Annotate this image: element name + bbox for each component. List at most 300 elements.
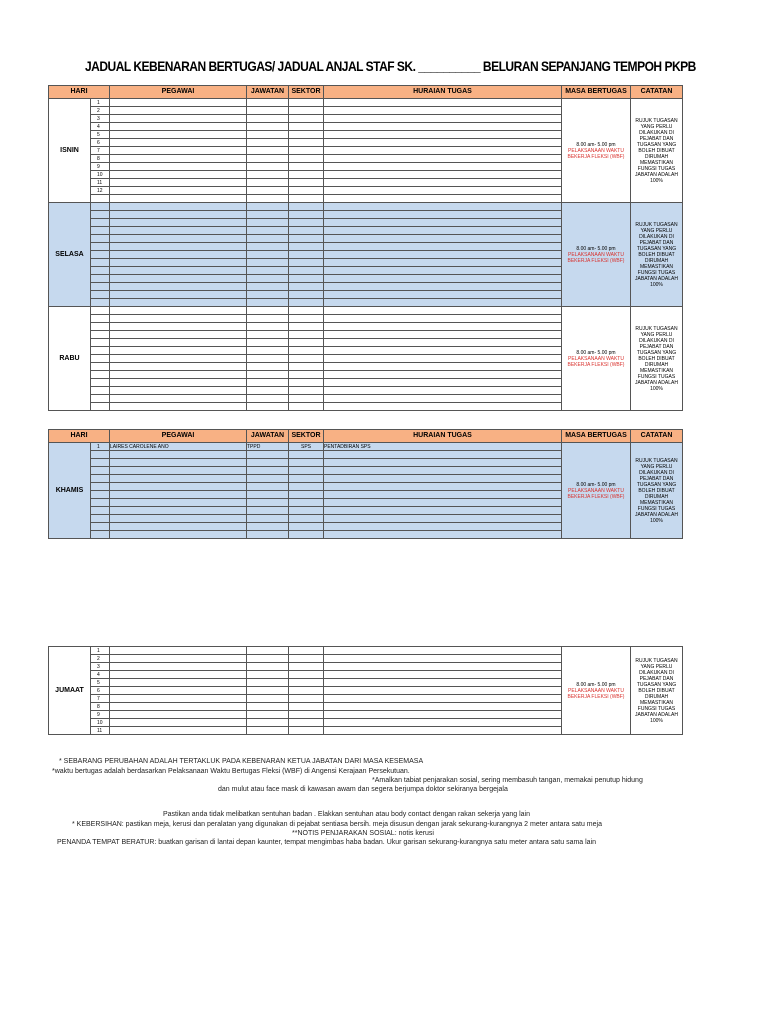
row-number: [91, 267, 110, 275]
huraian-cell: [324, 355, 562, 363]
sektor-cell: [289, 291, 324, 299]
sektor-cell: [289, 107, 324, 115]
pegawai-cell: [110, 395, 247, 403]
jawatan-cell: [247, 291, 289, 299]
masa-bertugas-cell: [562, 443, 631, 539]
huraian-cell: [324, 347, 562, 355]
jawatan-cell: [247, 647, 289, 655]
sektor-cell: [289, 695, 324, 703]
pegawai-cell: [110, 179, 247, 187]
row-number: [91, 499, 110, 507]
pegawai-cell: [110, 187, 247, 195]
jawatan-cell: [247, 299, 289, 307]
header-masa-bertugas: MASA BERTUGAS: [562, 86, 631, 99]
jawatan-cell: [247, 695, 289, 703]
pegawai-cell: [110, 387, 247, 395]
pegawai-cell: [110, 163, 247, 171]
table-row: [49, 307, 683, 315]
sektor-cell: [289, 363, 324, 371]
row-number: [91, 523, 110, 531]
sektor-cell: [289, 703, 324, 711]
pegawai-cell: [110, 115, 247, 123]
row-number: [91, 363, 110, 371]
jawatan-cell: [247, 227, 289, 235]
day-label-isnin: ISNIN: [49, 99, 91, 203]
pegawai-cell: [110, 355, 247, 363]
header-row: [49, 86, 683, 99]
header-jawatan: JAWATAN: [247, 430, 289, 443]
jawatan-cell: [247, 243, 289, 251]
sektor-cell: [289, 307, 324, 315]
huraian-cell: [324, 499, 562, 507]
sektor-cell: [289, 727, 324, 735]
sektor-cell: [289, 155, 324, 163]
sektor-cell: [289, 259, 324, 267]
jawatan-cell: [247, 195, 289, 203]
row-number: [91, 395, 110, 403]
jawatan-cell: [247, 483, 289, 491]
masa-bertugas-cell: [562, 203, 631, 307]
huraian-cell: [324, 515, 562, 523]
sektor-cell: [289, 491, 324, 499]
row-number: 8: [91, 703, 110, 711]
pegawai-cell: [110, 219, 247, 227]
pegawai-cell: [110, 235, 247, 243]
huraian-cell: [324, 403, 562, 411]
huraian-cell: PENTADBIRAN SPS: [324, 443, 562, 451]
row-number: 6: [91, 139, 110, 147]
header-sektor: SEKTOR: [289, 86, 324, 99]
masa-pelaksanaan: PELAKSANAAN WAKTU BEKERJA FLEKSI (WBF): [567, 251, 625, 264]
row-number: [91, 195, 110, 203]
row-number: [91, 211, 110, 219]
jawatan-cell: [247, 671, 289, 679]
sektor-cell: [289, 275, 324, 283]
pegawai-cell: [110, 251, 247, 259]
pegawai-cell: [110, 171, 247, 179]
row-number: [91, 467, 110, 475]
huraian-cell: [324, 259, 562, 267]
huraian-cell: [324, 647, 562, 655]
huraian-cell: [324, 139, 562, 147]
sektor-cell: [289, 395, 324, 403]
row-number: 8: [91, 155, 110, 163]
jawatan-cell: [247, 123, 289, 131]
masa-bertugas-cell: [562, 307, 631, 411]
row-number: [91, 227, 110, 235]
schedule-table-2: [48, 429, 683, 539]
huraian-cell: [324, 323, 562, 331]
row-number: 1: [91, 443, 110, 451]
jawatan-cell: TPPD: [247, 443, 289, 451]
jawatan-cell: [247, 347, 289, 355]
sektor-cell: [289, 123, 324, 131]
jawatan-cell: [247, 355, 289, 363]
jawatan-cell: [247, 219, 289, 227]
jawatan-cell: [247, 331, 289, 339]
sektor-cell: [289, 459, 324, 467]
sektor-cell: [289, 139, 324, 147]
sektor-cell: [289, 235, 324, 243]
huraian-cell: [324, 243, 562, 251]
sektor-cell: [289, 347, 324, 355]
note-4: dan mulut atau face mask di kawasan awam dan segera berjumpa doktor sekiranya bergejala: [218, 786, 508, 793]
huraian-cell: [324, 195, 562, 203]
pegawai-cell: [110, 203, 247, 211]
huraian-cell: [324, 711, 562, 719]
pegawai-cell: [110, 139, 247, 147]
pegawai-cell: [110, 131, 247, 139]
row-number: [91, 339, 110, 347]
pegawai-cell: [110, 655, 247, 663]
jawatan-cell: [247, 235, 289, 243]
pegawai-cell: [110, 211, 247, 219]
row-number: 11: [91, 179, 110, 187]
pegawai-cell: [110, 467, 247, 475]
jawatan-cell: [247, 315, 289, 323]
row-number: 10: [91, 171, 110, 179]
sektor-cell: [289, 671, 324, 679]
huraian-cell: [324, 115, 562, 123]
note-8: PENANDA TEMPAT BERATUR: buatkan garisan di lantai depan kaunter, tempat mengimbas haba badan. Ukur garisan sekurang-kurangnya satu meter antara satu sama lain: [57, 839, 597, 846]
sektor-cell: [289, 719, 324, 727]
row-number: 7: [91, 147, 110, 155]
pegawai-cell: [110, 379, 247, 387]
masa-time: 8.00 am- 5.00 pm: [576, 141, 616, 148]
row-number: [91, 531, 110, 539]
header-huraian-tugas: HURAIAN TUGAS: [324, 86, 562, 99]
jawatan-cell: [247, 655, 289, 663]
pegawai-cell: [110, 323, 247, 331]
huraian-cell: [324, 155, 562, 163]
huraian-cell: [324, 307, 562, 315]
jawatan-cell: [247, 371, 289, 379]
sektor-cell: [289, 515, 324, 523]
schedule-table-3: [48, 646, 683, 735]
row-number: 4: [91, 671, 110, 679]
sektor-cell: [289, 451, 324, 459]
header-huraian-tugas: HURAIAN TUGAS: [324, 430, 562, 443]
jawatan-cell: [247, 395, 289, 403]
huraian-cell: [324, 339, 562, 347]
sektor-cell: [289, 687, 324, 695]
huraian-cell: [324, 99, 562, 107]
note-3: *Amalkan tabiat penjarakan sosial, sering membasuh tangan, memakai penutup hidung: [372, 777, 643, 784]
table-row: [49, 443, 683, 451]
huraian-cell: [324, 687, 562, 695]
note-5: Pastikan anda tidak melibatkan sentuhan badan . Elakkan sentuhan atau body contact dengan rakan sekerja yang lain: [163, 811, 530, 818]
sektor-cell: [289, 339, 324, 347]
huraian-cell: [324, 655, 562, 663]
table-row: [49, 647, 683, 655]
huraian-cell: [324, 727, 562, 735]
sektor-cell: [289, 203, 324, 211]
pegawai-cell: [110, 147, 247, 155]
jawatan-cell: [247, 663, 289, 671]
pegawai-cell: [110, 155, 247, 163]
day-label-rabu: RABU: [49, 307, 91, 411]
huraian-cell: [324, 451, 562, 459]
pegawai-cell: [110, 499, 247, 507]
huraian-cell: [324, 163, 562, 171]
jawatan-cell: [247, 491, 289, 499]
huraian-cell: [324, 275, 562, 283]
note-1: * SEBARANG PERUBAHAN ADALAH TERTAKLUK PADA KEBENARAN KETUA JABATAN DARI MASA KESEMASA: [59, 758, 424, 765]
pegawai-cell: [110, 719, 247, 727]
pegawai-cell: [110, 107, 247, 115]
pegawai-cell: [110, 687, 247, 695]
pegawai-cell: [110, 459, 247, 467]
row-number: [91, 491, 110, 499]
huraian-cell: [324, 171, 562, 179]
sektor-cell: [289, 379, 324, 387]
pegawai-cell: [110, 243, 247, 251]
day-label-selasa: SELASA: [49, 203, 91, 307]
sektor-cell: [289, 163, 324, 171]
huraian-cell: [324, 363, 562, 371]
table-row: [49, 99, 683, 107]
masa-pelaksanaan: PELAKSANAAN WAKTU BEKERJA FLEKSI (WBF): [567, 487, 625, 500]
jawatan-cell: [247, 131, 289, 139]
header-sektor: SEKTOR: [289, 430, 324, 443]
jawatan-cell: [247, 499, 289, 507]
row-number: 5: [91, 679, 110, 687]
huraian-cell: [324, 203, 562, 211]
masa-time: 8.00 am- 5.00 pm: [576, 481, 616, 488]
sektor-cell: [289, 219, 324, 227]
pegawai-cell: [110, 515, 247, 523]
row-number: [91, 323, 110, 331]
pegawai-cell: [110, 671, 247, 679]
header-masa-bertugas: MASA BERTUGAS: [562, 430, 631, 443]
masa-time: 8.00 am- 5.00 pm: [576, 349, 616, 356]
pegawai-cell: [110, 123, 247, 131]
header-pegawai: PEGAWAI: [110, 86, 247, 99]
row-number: [91, 235, 110, 243]
sektor-cell: [289, 187, 324, 195]
jawatan-cell: [247, 711, 289, 719]
sektor-cell: [289, 131, 324, 139]
pegawai-cell: [110, 99, 247, 107]
sektor-cell: [289, 115, 324, 123]
pegawai-cell: [110, 703, 247, 711]
row-number: 1: [91, 647, 110, 655]
catatan-cell: RUJUK TUGASAN YANG PERLU DILAKUKAN DI PEJABAT DAN TUGASAN YANG BOLEH DIBUAT DIRUMAH MEMASTIKAN FUNGSI TUGAS JABATAN ADALAH 100%: [631, 647, 683, 735]
huraian-cell: [324, 267, 562, 275]
row-number: 9: [91, 163, 110, 171]
pegawai-cell: [110, 291, 247, 299]
row-number: [91, 243, 110, 251]
jawatan-cell: [247, 115, 289, 123]
huraian-cell: [324, 315, 562, 323]
pegawai-cell: [110, 283, 247, 291]
jawatan-cell: [247, 147, 289, 155]
huraian-cell: [324, 679, 562, 687]
sektor-cell: [289, 679, 324, 687]
jawatan-cell: [247, 339, 289, 347]
sektor-cell: [289, 195, 324, 203]
jawatan-cell: [247, 99, 289, 107]
header-pegawai: PEGAWAI: [110, 430, 247, 443]
row-number: [91, 331, 110, 339]
pegawai-cell: [110, 371, 247, 379]
row-number: 12: [91, 187, 110, 195]
sektor-cell: [289, 283, 324, 291]
row-number: [91, 315, 110, 323]
huraian-cell: [324, 219, 562, 227]
huraian-cell: [324, 211, 562, 219]
row-number: 3: [91, 663, 110, 671]
pegawai-cell: [110, 523, 247, 531]
row-number: [91, 259, 110, 267]
huraian-cell: [324, 671, 562, 679]
sektor-cell: [289, 251, 324, 259]
pegawai-cell: [110, 227, 247, 235]
sektor-cell: [289, 523, 324, 531]
note-6: * KEBERSIHAN: pastikan meja, kerusi dan peralatan yang digunakan di pejabat sentiasa bersih. meja disusun dengan jarak sekurang-kurangnya 2 meter antara satu meja: [72, 821, 602, 828]
masa-bertugas-cell: [562, 99, 631, 203]
pegawai-cell: [110, 647, 247, 655]
sektor-cell: [289, 531, 324, 539]
sektor-cell: [289, 147, 324, 155]
pegawai-cell: [110, 403, 247, 411]
jawatan-cell: [247, 323, 289, 331]
sektor-cell: SPS: [289, 443, 324, 451]
pegawai-cell: [110, 195, 247, 203]
huraian-cell: [324, 467, 562, 475]
row-number: [91, 507, 110, 515]
jawatan-cell: [247, 275, 289, 283]
sektor-cell: [289, 403, 324, 411]
huraian-cell: [324, 719, 562, 727]
pegawai-cell: [110, 275, 247, 283]
note-2: *waktu bertugas adalah berdasarkan Pelaksanaan Waktu Bertugas Fleksi (WBF) di Angensi Kerajaan Persekutuan.: [52, 768, 410, 775]
row-number: [91, 459, 110, 467]
sektor-cell: [289, 99, 324, 107]
pegawai-cell: [110, 507, 247, 515]
row-number: [91, 483, 110, 491]
huraian-cell: [324, 371, 562, 379]
catatan-cell: RUJUK TUGASAN YANG PERLU DILAKUKAN DI PEJABAT DAN TUGASAN YANG BOLEH DIBUAT DIRUMAH MEMASTIKAN FUNGSI TUGAS JABATAN ADALAH 100%: [631, 203, 683, 307]
table-row: [49, 203, 683, 211]
jawatan-cell: [247, 259, 289, 267]
catatan-cell: RUJUK TUGASAN YANG PERLU DILAKUKAN DI PEJABAT DAN TUGASAN YANG BOLEH DIBUAT DIRUMAH MEMASTIKAN FUNGSI TUGAS JABATAN ADALAH 100%: [631, 307, 683, 411]
huraian-cell: [324, 227, 562, 235]
jawatan-cell: [247, 475, 289, 483]
sektor-cell: [289, 647, 324, 655]
huraian-cell: [324, 695, 562, 703]
masa-pelaksanaan: PELAKSANAAN WAKTU BEKERJA FLEKSI (WBF): [567, 147, 625, 160]
sektor-cell: [289, 267, 324, 275]
huraian-cell: [324, 123, 562, 131]
pegawai-cell: [110, 315, 247, 323]
row-number: 7: [91, 695, 110, 703]
jawatan-cell: [247, 387, 289, 395]
catatan-cell: RUJUK TUGASAN YANG PERLU DILAKUKAN DI PEJABAT DAN TUGASAN YANG BOLEH DIBUAT DIRUMAH MEMASTIKAN FUNGSI TUGAS JABATAN ADALAH 100%: [631, 443, 683, 539]
huraian-cell: [324, 507, 562, 515]
row-number: 5: [91, 131, 110, 139]
sektor-cell: [289, 243, 324, 251]
jawatan-cell: [247, 703, 289, 711]
pegawai-cell: [110, 483, 247, 491]
jawatan-cell: [247, 267, 289, 275]
jawatan-cell: [247, 107, 289, 115]
pegawai-cell: [110, 727, 247, 735]
pegawai-cell: [110, 663, 247, 671]
huraian-cell: [324, 251, 562, 259]
pegawai-cell: [110, 491, 247, 499]
header-hari: HARI: [49, 86, 110, 99]
huraian-cell: [324, 147, 562, 155]
jawatan-cell: [247, 403, 289, 411]
jawatan-cell: [247, 155, 289, 163]
masa-time: 8.00 am- 5.00 pm: [576, 245, 616, 252]
sektor-cell: [289, 663, 324, 671]
pegawai-cell: [110, 339, 247, 347]
huraian-cell: [324, 107, 562, 115]
huraian-cell: [324, 387, 562, 395]
pegawai-cell: LAIRES CAROLENE ANO: [110, 443, 247, 451]
schedule-table-1: [48, 85, 683, 411]
huraian-cell: [324, 703, 562, 711]
row-number: 10: [91, 719, 110, 727]
row-number: [91, 307, 110, 315]
jawatan-cell: [247, 203, 289, 211]
row-number: [91, 203, 110, 211]
pegawai-cell: [110, 331, 247, 339]
huraian-cell: [324, 299, 562, 307]
row-number: 2: [91, 107, 110, 115]
jawatan-cell: [247, 727, 289, 735]
jawatan-cell: [247, 459, 289, 467]
jawatan-cell: [247, 139, 289, 147]
huraian-cell: [324, 663, 562, 671]
row-number: [91, 283, 110, 291]
jawatan-cell: [247, 251, 289, 259]
jawatan-cell: [247, 451, 289, 459]
huraian-cell: [324, 379, 562, 387]
pegawai-cell: [110, 363, 247, 371]
masa-pelaksanaan: PELAKSANAAN WAKTU BEKERJA FLEKSI (WBF): [567, 687, 625, 700]
row-number: [91, 355, 110, 363]
huraian-cell: [324, 523, 562, 531]
row-number: [91, 451, 110, 459]
jawatan-cell: [247, 211, 289, 219]
sektor-cell: [289, 499, 324, 507]
header-hari: HARI: [49, 430, 110, 443]
masa-pelaksanaan: PELAKSANAAN WAKTU BEKERJA FLEKSI (WBF): [567, 355, 625, 368]
sektor-cell: [289, 483, 324, 491]
jawatan-cell: [247, 523, 289, 531]
pegawai-cell: [110, 695, 247, 703]
sektor-cell: [289, 171, 324, 179]
huraian-cell: [324, 331, 562, 339]
row-number: 9: [91, 711, 110, 719]
sektor-cell: [289, 179, 324, 187]
row-number: [91, 475, 110, 483]
header-jawatan: JAWATAN: [247, 86, 289, 99]
huraian-cell: [324, 491, 562, 499]
pegawai-cell: [110, 531, 247, 539]
sektor-cell: [289, 227, 324, 235]
row-number: [91, 299, 110, 307]
jawatan-cell: [247, 507, 289, 515]
sektor-cell: [289, 711, 324, 719]
huraian-cell: [324, 395, 562, 403]
row-number: [91, 347, 110, 355]
pegawai-cell: [110, 451, 247, 459]
row-number: [91, 219, 110, 227]
